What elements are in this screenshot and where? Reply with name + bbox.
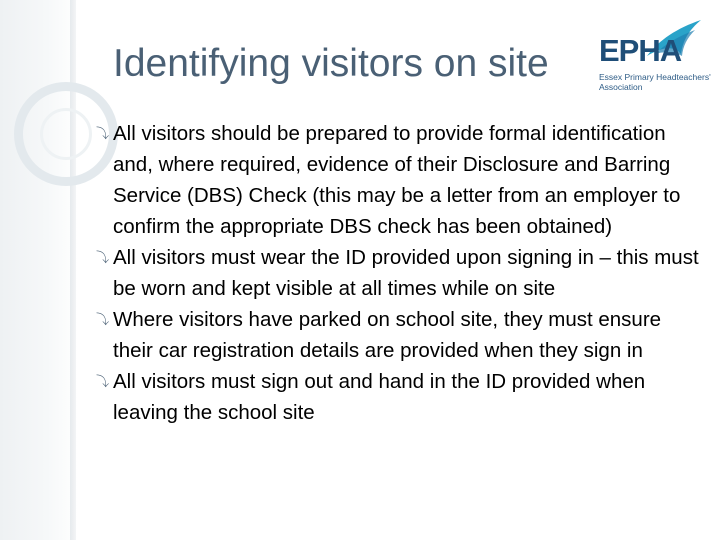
list-item — [96, 366, 702, 428]
bullet-text: All visitors must sign out and hand in the ID provided when leaving the school site — [113, 370, 646, 424]
bullet-text: Where visitors have parked on school site, they must ensure their car registration details are provided when they sign in — [113, 308, 662, 362]
decorative-inner-ring — [40, 108, 92, 160]
bullet-text: All visitors must wear the ID provided upon signing in – this must be worn and kept visible at all times while on site — [113, 246, 699, 300]
left-decorative-band — [0, 0, 78, 540]
logo-tagline-line2: Association — [599, 82, 643, 92]
bullet-text: All visitors should be prepared to provide formal identification and, where required, evidence of their Disclosure and Barring Service (DBS) Check (this may be a letter from an employer to confirm the appropriate DBS check has been obtained) — [113, 122, 681, 238]
list-item — [96, 304, 702, 366]
list-item — [96, 242, 702, 304]
list-item — [96, 118, 702, 242]
curled-arrow-bullet-icon: ⤵ — [96, 126, 110, 141]
slide-title: Identifying visitors on site — [113, 42, 549, 85]
left-band-divider — [70, 0, 76, 540]
curled-arrow-bullet-icon: ⤵ — [96, 374, 110, 389]
bullet-list — [96, 118, 702, 428]
logo-tagline-line1: Essex Primary Headteachers' — [599, 72, 711, 82]
logo-tagline — [599, 72, 709, 92]
logo-wordmark: EPHA — [599, 33, 682, 68]
epha-logo — [597, 16, 711, 104]
curled-arrow-bullet-icon: ⤵ — [96, 250, 110, 265]
curled-arrow-bullet-icon: ⤵ — [96, 312, 110, 327]
